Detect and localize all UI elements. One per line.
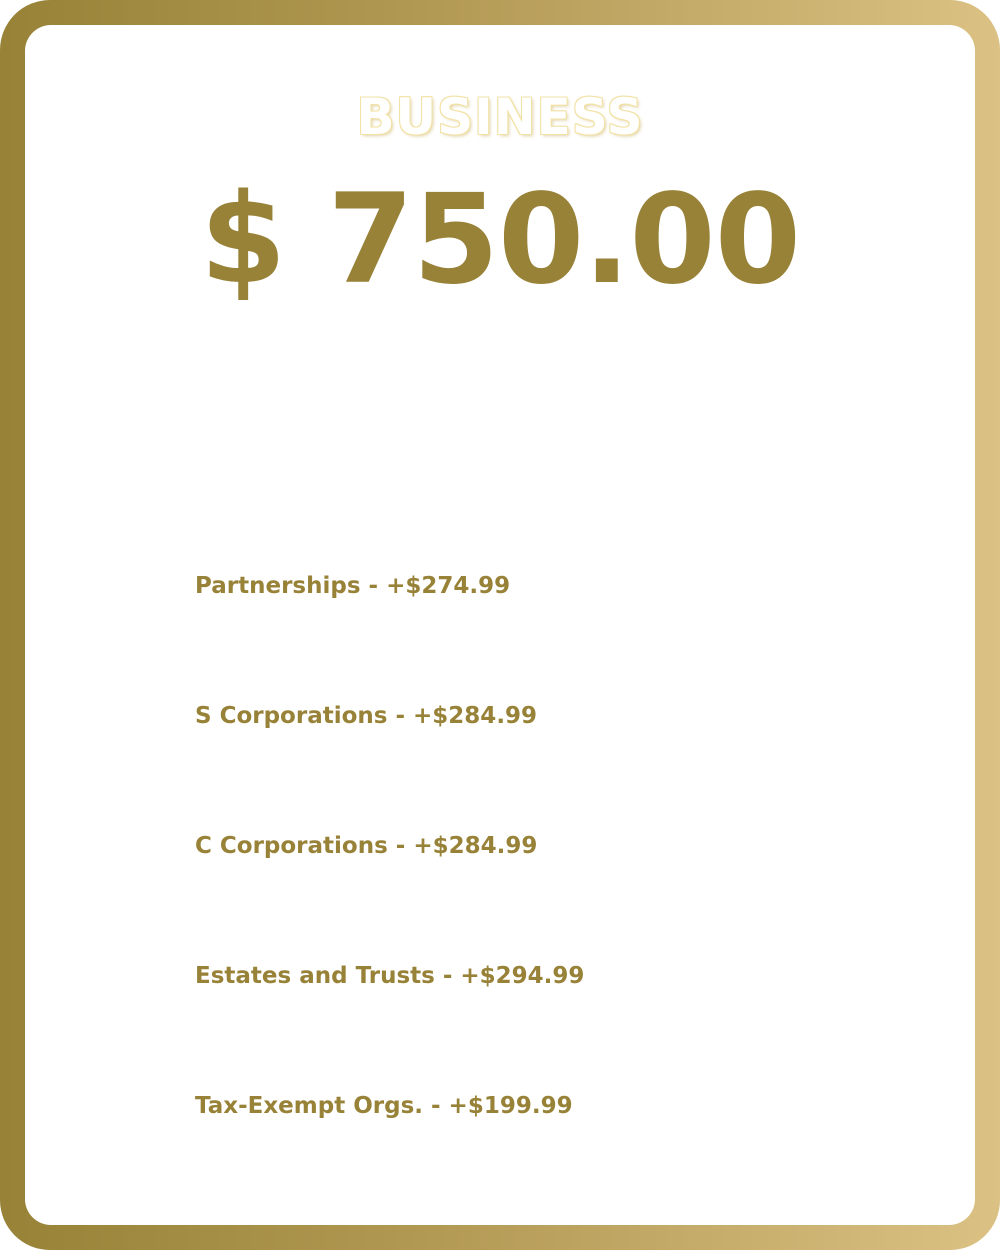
feature-item-estates-and-trusts: Estates and Trusts - +$294.99: [195, 963, 585, 989]
feature-item-s-corporations: S Corporations - +$284.99: [195, 703, 538, 729]
feature-item-partnerships: Partnerships - +$274.99: [195, 573, 511, 599]
pricing-card: [25, 25, 975, 1225]
feature-list: [195, 565, 584, 1215]
plan-price: $ 750.00: [200, 168, 800, 312]
feature-item-c-corporations: C Corporations - +$284.99: [195, 833, 538, 859]
feature-item-tax-exempt-orgs: Tax-Exempt Orgs. - +$199.99: [195, 1093, 573, 1119]
plan-name: BUSINESS: [356, 88, 644, 146]
